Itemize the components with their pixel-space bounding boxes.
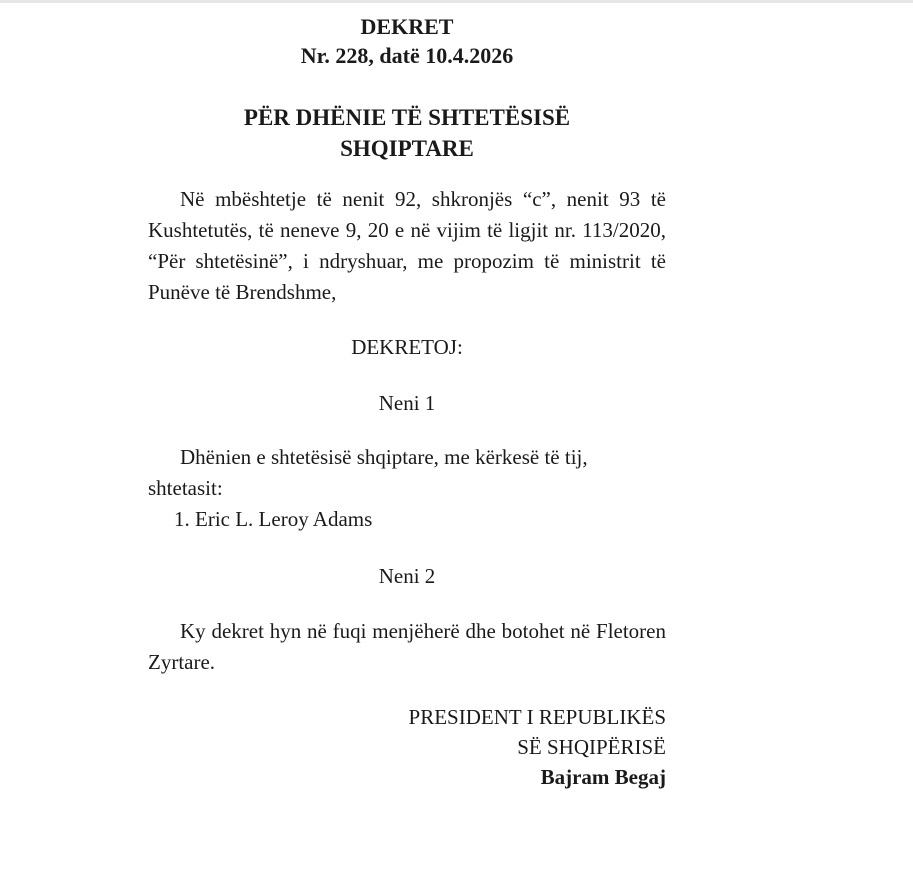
signature-name: Bajram Begaj	[540, 765, 666, 789]
preamble-paragraph: Në mbështetje të nenit 92, shkronjës “c”, nenit 93 të Kushtetutës, të neneve 9, 20 e në vijim të ligjit nr. 113/2020, “Për shtetësinë”, i ndryshuar, me propozim të ministrit të Punëve të Brendshme,	[148, 187, 666, 304]
citizen-list-item: 1. Eric L. Leroy Adams	[174, 507, 373, 531]
article-1-heading: Neni 1	[378, 391, 436, 415]
spacer	[148, 308, 666, 332]
article-1-text-line-2: shtetasit:	[148, 476, 223, 500]
decree-title: DEKRET	[360, 14, 454, 39]
signature-office-line-1: PRESIDENT I REPUBLIKËS	[408, 705, 666, 729]
article-1-text-line-1: Dhënien e shtetësisë shqiptare, me kërkesë të tij,	[180, 445, 588, 469]
spacer	[148, 164, 666, 184]
spacer	[148, 363, 666, 388]
decree-subject-line-2: SHQIPTARE	[340, 136, 474, 161]
spacer	[148, 535, 666, 561]
decree-document	[148, 12, 666, 792]
signature-office-line-2: SË SHQIPËRISË	[517, 735, 666, 759]
spacer	[148, 678, 666, 702]
article-2-heading: Neni 2	[378, 564, 436, 588]
spacer	[148, 419, 666, 442]
decree-word: DEKRETOJ:	[351, 335, 463, 359]
decree-number: Nr. 228, datë 10.4.2026	[300, 43, 514, 68]
decree-subject-line-1: PËR DHËNIE TË SHTETËSISË	[243, 105, 571, 130]
top-border	[0, 0, 913, 3]
article-2-text: Ky dekret hyn në fuqi menjëherë dhe botohet në Fletoren Zyrtare.	[148, 619, 666, 674]
spacer	[148, 70, 666, 102]
spacer	[148, 592, 666, 616]
